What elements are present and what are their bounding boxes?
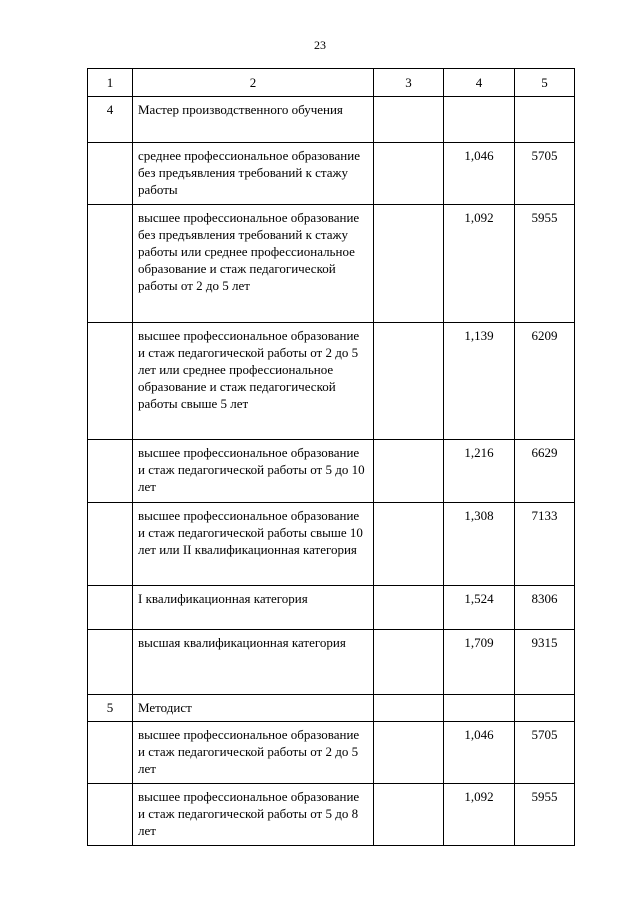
coefficient-cell: 1,092 — [444, 784, 515, 846]
qualification-text: высшее профессиональное образование без предъявления требований к стажу работы или среднее профессиональное образование и стаж педагогической работы от 2 до 5 лет — [133, 205, 374, 323]
table-row — [88, 586, 575, 630]
salary-cell: 6209 — [515, 323, 575, 440]
col3-cell — [374, 205, 444, 323]
col3-cell — [374, 695, 444, 722]
column-header: 3 — [374, 69, 444, 97]
row-number: 5 — [88, 695, 133, 722]
coefficient-cell: 1,046 — [444, 143, 515, 205]
column-header: 1 — [88, 69, 133, 97]
row-number — [88, 503, 133, 586]
coefficient-cell: 1,216 — [444, 440, 515, 503]
row-number: 4 — [88, 97, 133, 143]
table-row — [88, 205, 575, 323]
table-row — [88, 722, 575, 784]
row-number — [88, 586, 133, 630]
salary-cell: 5705 — [515, 143, 575, 205]
column-header: 5 — [515, 69, 575, 97]
qualification-text: высшее профессиональное образование и стаж педагогической работы свыше 10 лет или II квалификационная категория — [133, 503, 374, 586]
col3-cell — [374, 784, 444, 846]
salary-cell: 5955 — [515, 205, 575, 323]
table-header-row — [88, 69, 575, 97]
qualification-text: I квалификационная категория — [133, 586, 374, 630]
row-number — [88, 143, 133, 205]
table-row — [88, 97, 575, 143]
page-number: 23 — [314, 38, 326, 52]
coefficient-cell: 1,709 — [444, 630, 515, 695]
salary-cell: 9315 — [515, 630, 575, 695]
table-row — [88, 695, 575, 722]
col3-cell — [374, 97, 444, 143]
salary-cell — [515, 97, 575, 143]
col3-cell — [374, 440, 444, 503]
salary-table — [87, 68, 575, 846]
salary-cell: 8306 — [515, 586, 575, 630]
table-row — [88, 784, 575, 846]
col3-cell — [374, 323, 444, 440]
col3-cell — [374, 722, 444, 784]
coefficient-cell — [444, 97, 515, 143]
table-row — [88, 440, 575, 503]
qualification-text: высшая квалификационная категория — [133, 630, 374, 695]
col3-cell — [374, 630, 444, 695]
coefficient-cell: 1,308 — [444, 503, 515, 586]
table-row — [88, 630, 575, 695]
qualification-text: высшее профессиональное образование и стаж педагогической работы от 5 до 10 лет — [133, 440, 374, 503]
row-number — [88, 630, 133, 695]
row-number — [88, 205, 133, 323]
row-number — [88, 440, 133, 503]
column-header: 2 — [133, 69, 374, 97]
position-title: Методист — [133, 695, 374, 722]
coefficient-cell: 1,092 — [444, 205, 515, 323]
qualification-text: высшее профессиональное образование и стаж педагогической работы от 2 до 5 лет или среднее профессиональное образование и стаж педагогической работы свыше 5 лет — [133, 323, 374, 440]
salary-cell: 5705 — [515, 722, 575, 784]
table-row — [88, 323, 575, 440]
coefficient-cell: 1,139 — [444, 323, 515, 440]
salary-cell: 5955 — [515, 784, 575, 846]
row-number — [88, 323, 133, 440]
row-number — [88, 784, 133, 846]
table-row — [88, 503, 575, 586]
qualification-text: высшее профессиональное образование и стаж педагогической работы от 5 до 8 лет — [133, 784, 374, 846]
qualification-text: высшее профессиональное образование и стаж педагогической работы от 2 до 5 лет — [133, 722, 374, 784]
salary-cell: 7133 — [515, 503, 575, 586]
col3-cell — [374, 586, 444, 630]
coefficient-cell — [444, 695, 515, 722]
coefficient-cell: 1,046 — [444, 722, 515, 784]
salary-cell: 6629 — [515, 440, 575, 503]
salary-cell — [515, 695, 575, 722]
position-title: Мастер производственного обучения — [133, 97, 374, 143]
table-row — [88, 143, 575, 205]
column-header: 4 — [444, 69, 515, 97]
coefficient-cell: 1,524 — [444, 586, 515, 630]
col3-cell — [374, 503, 444, 586]
col3-cell — [374, 143, 444, 205]
qualification-text: среднее профессиональное образование без предъявления требований к стажу работы — [133, 143, 374, 205]
row-number — [88, 722, 133, 784]
